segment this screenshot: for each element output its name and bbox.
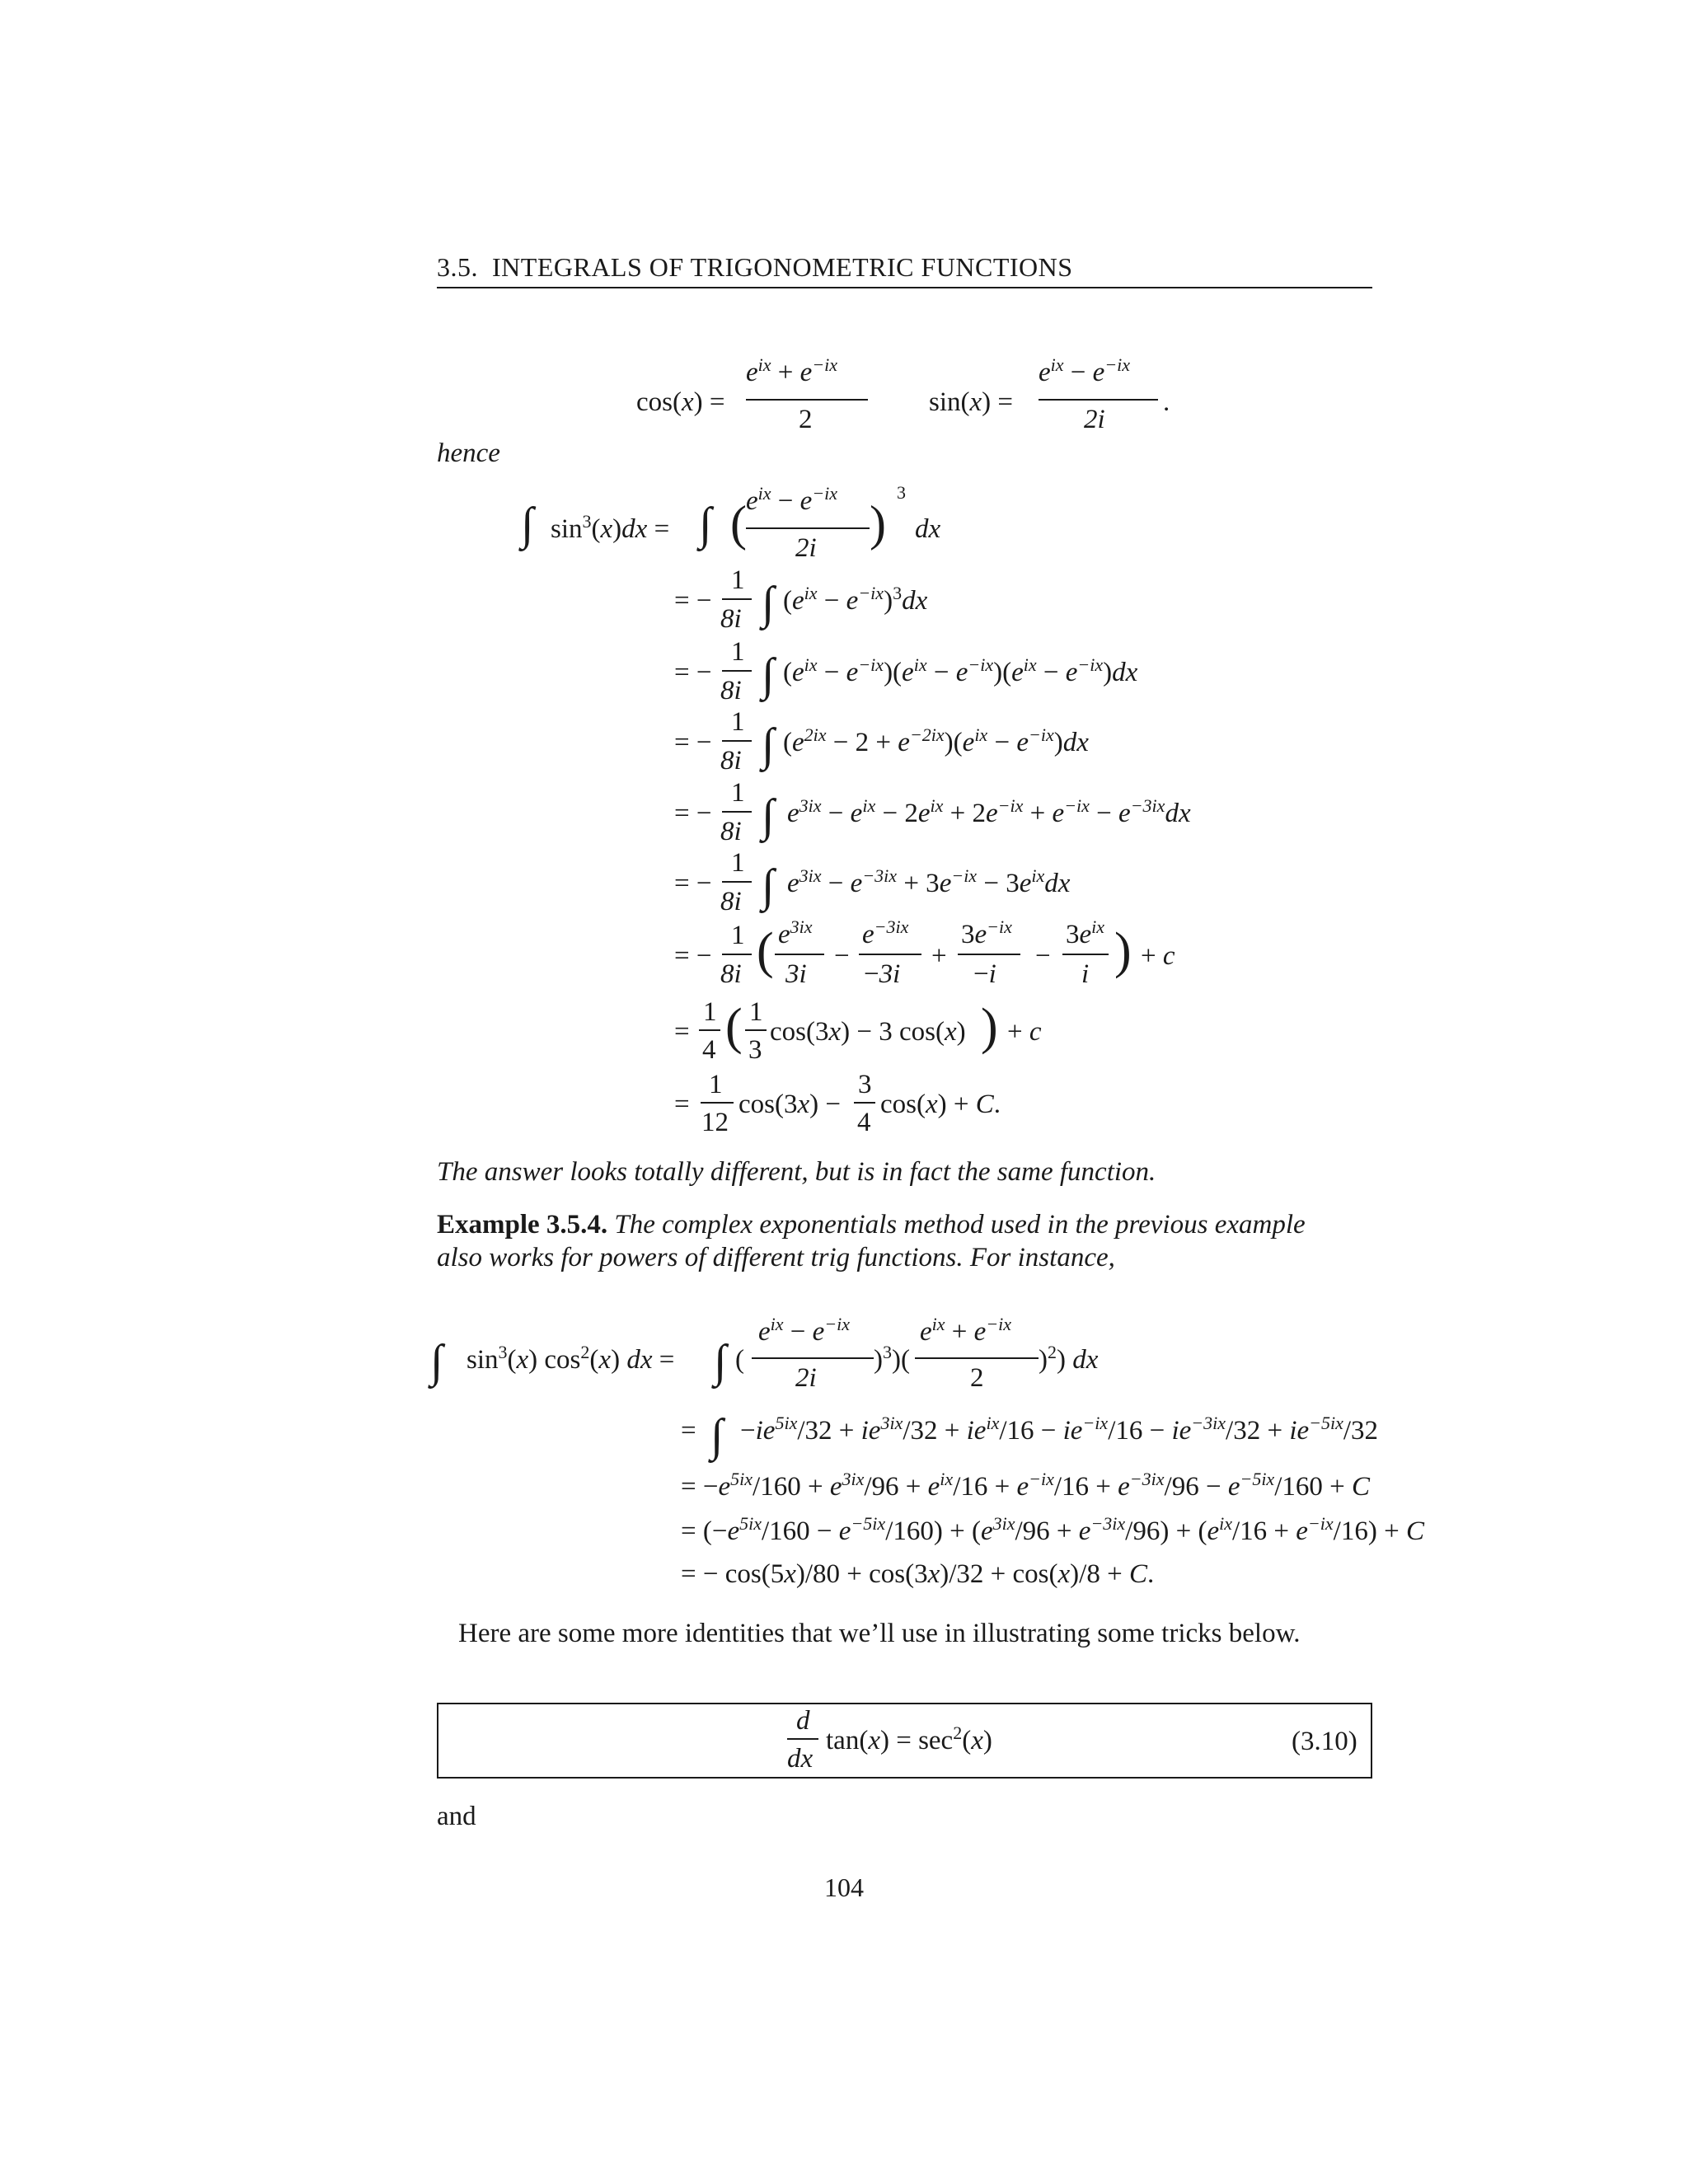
svg-text:sin3(x)dx =: $\sin^3(x)dx$ = (551, 511, 670, 544)
svg-text:8i: 8i (720, 817, 742, 846)
svg-text:∫: ∫ (521, 499, 534, 550)
svg-text:−: − (834, 941, 850, 971)
svg-text:): ) (981, 999, 998, 1055)
svg-text:∫: ∫ (762, 649, 775, 701)
svg-text:= −: = − (674, 728, 712, 757)
svg-text:(: ( (730, 496, 747, 551)
svg-text:tan(x) = sec2(x): $\tan(x) = \sec^2(x)$ (826, 1722, 992, 1755)
svg-text:(e2ix − 2 + e−2ix)(eix − e−ix): $(e^{2ix} - 2 + e^{-2ix})(e^{ix} - e^{-ix})dx$ (783, 724, 1089, 757)
derivation-sin-cubed (518, 482, 1191, 1137)
svg-text:(: ( (725, 999, 743, 1055)
svg-text:1: 1 (709, 1070, 723, 1099)
svg-text:∫: ∫ (762, 578, 775, 629)
svg-text:8i: 8i (720, 746, 742, 776)
svg-text:dx: dx (787, 1744, 814, 1774)
section-title: INTEGRALS OF TRIGONOMETRIC FUNCTIONS (492, 252, 1073, 282)
svg-text:sin3(x) cos2(x) dx =: $\sin^3(x)$ $\cos^2(x)$ dx = (467, 1342, 675, 1375)
svg-text:−3i: −3i (864, 959, 901, 989)
svg-text:1: 1 (731, 921, 745, 950)
svg-text:cos(x) + C.: cos(x) + C. (880, 1090, 1001, 1119)
svg-text:): ) (870, 496, 886, 551)
svg-text:e3ix − eix − 2eix + 2e−ix + e−: $e^{3ix} - e^{ix} - 2e^{ix} + 2e^{-ix} + e^{-ix} - e^{-3ix}dx$ (787, 795, 1191, 828)
hence-text: hence (437, 438, 500, 468)
svg-text:∫: ∫ (762, 719, 775, 771)
svg-text:(: ( (757, 923, 774, 979)
svg-text:4: 4 (857, 1108, 871, 1137)
svg-text:1: 1 (703, 997, 717, 1027)
svg-text:sin(x) =: sin(x) = (929, 387, 1014, 417)
svg-text:8i: 8i (720, 959, 742, 989)
cos-definition (636, 354, 868, 434)
svg-text:∫: ∫ (710, 1410, 724, 1461)
svg-text:∫: ∫ (430, 1336, 443, 1387)
example-text-line1: The complex exponentials method used in the previous example (614, 1210, 1306, 1240)
svg-text:+: + (931, 941, 947, 971)
svg-text:e−3ix: $e^{-3ix}$ (862, 916, 909, 949)
svg-text:= −: = − (674, 658, 712, 687)
svg-text:= − cos(5x)/80 + cos(3x)/32 +: = − cos(5x)/80 + cos(3x)/32 + cos(x)/8 + C. (681, 1559, 1155, 1589)
svg-text:4: 4 (702, 1035, 716, 1065)
svg-text:)2) dx: )$^2$) dx (1039, 1342, 1099, 1375)
svg-text:=: = (674, 1017, 690, 1047)
svg-text:dx: dx (915, 514, 941, 544)
svg-text:∫: ∫ (762, 790, 775, 841)
svg-text:= −: = − (674, 586, 712, 616)
svg-text:i: i (1081, 959, 1090, 989)
svg-text:1: 1 (749, 997, 763, 1027)
svg-text:e3ix: $e^{3ix}$ (778, 916, 813, 949)
svg-text:.: . (1163, 387, 1170, 417)
svg-text:2: 2 (970, 1363, 984, 1393)
svg-text:−i: −i (973, 959, 996, 989)
svg-text:∫: ∫ (699, 499, 712, 550)
svg-text:(eix − e−ix)(eix − e−ix)(eix −: $(e^{ix} - e^{-ix})(e^{ix} - e^{-ix})(e^{ix} - e^{-ix})dx$ (783, 654, 1138, 687)
svg-text:cos(x) =: cos(x) = (636, 387, 725, 417)
svg-text:eix − e−ix: $e^{ix} - e^{-ix}$ (758, 1314, 851, 1347)
svg-text:1: 1 (731, 848, 745, 878)
svg-text:+ c: + c (1007, 1017, 1042, 1047)
svg-text:+ c: + c (1141, 941, 1175, 971)
svg-text:1: 1 (731, 565, 745, 595)
svg-text:−ie5ix/32 + ie3ix/32 + ieix/16: $-ie^{5ix}/32 + ie^{3ix}/32 + ie^{ix}/16 - ie^{-ix}/16 - ie^{-3ix}/32 + ie^{-5ix}/32$ (740, 1413, 1379, 1446)
svg-text:=: = (674, 1090, 690, 1119)
svg-text:2i: 2i (1084, 405, 1105, 434)
equation-number: (3.10) (1292, 1727, 1357, 1756)
svg-text:= −: = − (674, 799, 712, 828)
svg-text:= −e5ix/160 + e3ix/96 + eix/16: = $-e^{5ix}/160 + e^{3ix}/96 + e^{ix}/16 + e^{-ix}/16 + e^{-3ix}/96 - e^{-5ix}/160 + C$ (681, 1469, 1370, 1502)
equation-box (437, 1703, 1372, 1779)
svg-text:2i: 2i (795, 533, 817, 563)
page-number: 104 (824, 1872, 864, 1902)
svg-text:= −: = − (674, 869, 712, 898)
svg-text:∫: ∫ (714, 1336, 727, 1387)
identities-intro: Here are some more identities that we’ll use in illustrating some tricks below. (458, 1619, 1301, 1648)
svg-text:)3)(: )$^3$)( (874, 1342, 910, 1375)
svg-text:8i: 8i (720, 676, 742, 705)
sin-definition (929, 354, 1170, 434)
svg-text:= −: = − (674, 941, 712, 971)
svg-text:3e−ix: $3e^{-ix}$ (961, 916, 1012, 949)
svg-text:cos(3x) − 3 cos(x): cos(3x) − 3 cos(x) (770, 1017, 966, 1047)
svg-text:12: 12 (701, 1108, 729, 1137)
svg-text:(: ( (735, 1345, 744, 1375)
svg-text:2: 2 (799, 405, 813, 434)
example-text-line2: also works for powers of different trig functions. For instance, (437, 1243, 1115, 1272)
example-paragraph (437, 1210, 1306, 1240)
svg-text:eix − e−ix: $e^{ix} - e^{-ix}$ (746, 483, 838, 516)
and-text: and (437, 1802, 476, 1831)
svg-text:2i: 2i (795, 1363, 817, 1393)
example-label: Example 3.5.4. (437, 1210, 608, 1240)
svg-text:cos(3x) −: cos(3x) − (738, 1090, 841, 1119)
section-number: 3.5. (437, 252, 478, 282)
svg-text:eix + e−ix: $e^{ix} + e^{-ix}$ (920, 1314, 1012, 1347)
svg-text:3: 3 (897, 482, 906, 503)
svg-text:1: 1 (731, 707, 745, 737)
svg-text:8i: 8i (720, 604, 742, 634)
remark-text: The answer looks totally different, but is in fact the same function. (437, 1157, 1156, 1187)
svg-text:−: − (1035, 941, 1051, 971)
svg-text:1: 1 (731, 637, 745, 667)
svg-text:(eix − e−ix)3dx: $(e^{ix} - e^{-ix})^3dx$ (783, 583, 928, 616)
svg-text:eix + e−ix: $e^{ix} + e^{-ix}$ (746, 354, 838, 387)
svg-text:3: 3 (748, 1035, 762, 1065)
svg-text:3eix: $3e^{ix}$ (1066, 916, 1105, 949)
svg-text:∫: ∫ (762, 860, 775, 912)
svg-text:e3ix − e−3ix + 3e−ix − 3eixdx: $e^{3ix} - e^{-3ix} + 3e^{-ix} - 3e^{ix}dx$ (787, 865, 1071, 898)
svg-text:= (−e5ix/160 − e−5ix/160) + (e: = $(-e^{5ix}/160 - e^{-5ix}/160) + (e^{3ix}/96 + e^{-3ix}/96) + (e^{ix}/16 + e^{-ix}/16) + C$ (681, 1513, 1424, 1546)
svg-text:eix − e−ix: $e^{ix} - e^{-ix}$ (1039, 354, 1131, 387)
svg-text:8i: 8i (720, 887, 742, 916)
svg-text:=: = (681, 1416, 696, 1446)
svg-text:3i: 3i (785, 959, 807, 989)
derivation-sin3-cos2 (428, 1314, 1425, 1589)
svg-text:): ) (1114, 923, 1132, 979)
svg-text:d: d (796, 1706, 810, 1736)
svg-text:1: 1 (731, 778, 745, 808)
svg-text:3: 3 (858, 1070, 872, 1099)
